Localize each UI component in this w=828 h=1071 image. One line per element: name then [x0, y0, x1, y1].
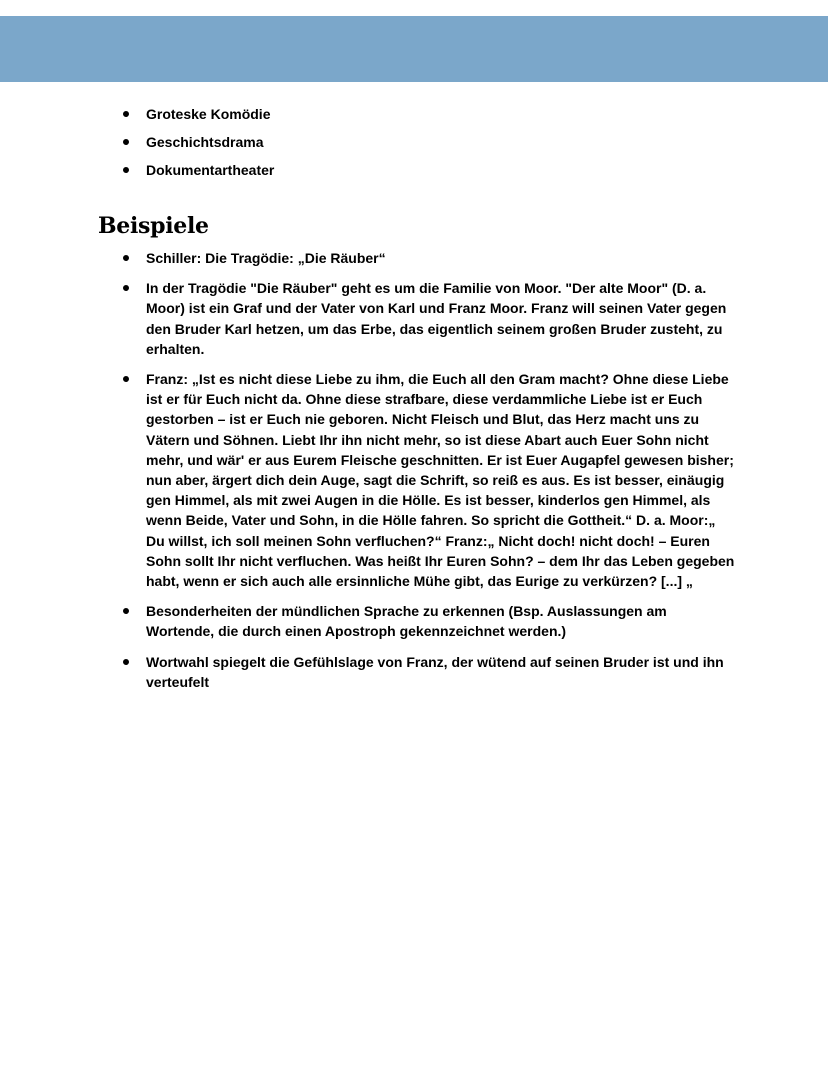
examples-list — [0, 248, 828, 702]
list-item-text: In der Tragödie "Die Räuber" geht es um die Familie von Moor. "Der alte Moor" (D. a. Moor) ist ein Graf und der Vater von Karl und Franz Moor. Franz will seinen Vater gegen den Bruder Karl hetzen, um das Erbe, das eigentlich seinem großen Bruder zusteht, zu erhalten. — [146, 280, 727, 357]
list-item — [0, 369, 828, 591]
list-item — [0, 132, 828, 152]
list-item — [0, 652, 828, 692]
list-item — [0, 104, 828, 124]
list-item-text: Geschichtsdrama — [146, 134, 264, 151]
list-item-text: Groteske Komödie — [146, 106, 271, 122]
bullet-icon — [123, 255, 129, 261]
list-item-text: Schiller: Die Tragödie: „Die Räuber“ — [146, 250, 386, 266]
bullet-icon — [123, 608, 129, 614]
bullet-icon — [123, 376, 129, 382]
bullet-icon — [123, 659, 129, 665]
section-title: Beispiele — [98, 213, 209, 239]
list-item-text: Wortwahl spiegelt die Gefühlslage von Franz, der wütend auf seinen Bruder ist und ihn verteufelt — [146, 653, 724, 690]
bullet-icon — [123, 285, 129, 291]
list-item — [0, 278, 828, 359]
list-item — [0, 160, 828, 180]
list-item — [0, 248, 828, 268]
drama-types-list — [0, 104, 828, 189]
list-item — [0, 601, 828, 641]
bullet-icon — [123, 139, 129, 145]
bullet-icon — [123, 167, 129, 173]
list-item-text: Dokumentartheater — [146, 162, 275, 179]
list-item-text: Besonderheiten der mündlichen Sprache zu erkennen (Bsp. Auslassungen am Wortende, die durch einen Apostroph gekennzeichnet werden.) — [146, 603, 667, 640]
bullet-icon — [123, 111, 129, 117]
header-band — [0, 16, 828, 82]
list-item-text: Franz: „Ist es nicht diese Liebe zu ihm, die Euch all den Gram macht? Ohne diese Liebe ist er für Euch nicht da. Ohne diese strafbare, diese verdammliche Liebe ist er Euch gestorben – ist er Euch nie geboren. Nicht Fleisch und Blut, das Herz macht uns zu Vätern und Söhnen. Liebt Ihr ihn nicht mehr, so ist diese Abart auch Euer Sohn nicht mehr, und wär' er aus Eurem Fleische geschnitten. Er ist Euer Augapfel gewesen bisher; nun aber, ärgert dich dein Auge, sagt die Schrift, so reiß es aus. Es ist besser, einäugig gen Himmel, als mit zwei Augen in die Hölle. Es ist besser, kinderlos gen Himmel, als wenn Beide, Vater und Sohn, in die Hölle fahren. So spricht die Gottheit.“ D. a. Moor:„ Du willst, ich soll meinen Sohn verfluchen?“ Franz:„ Nicht doch! nicht doch! – Euren Sohn sollt Ihr nicht verfluchen. Was heißt Ihr Euren Sohn? – dem Ihr das Leben gegeben habt, wenn er sich auch alle ersinnliche Mühe gibt, das Eurige zu verkürzen? [...] „ — [146, 371, 735, 590]
